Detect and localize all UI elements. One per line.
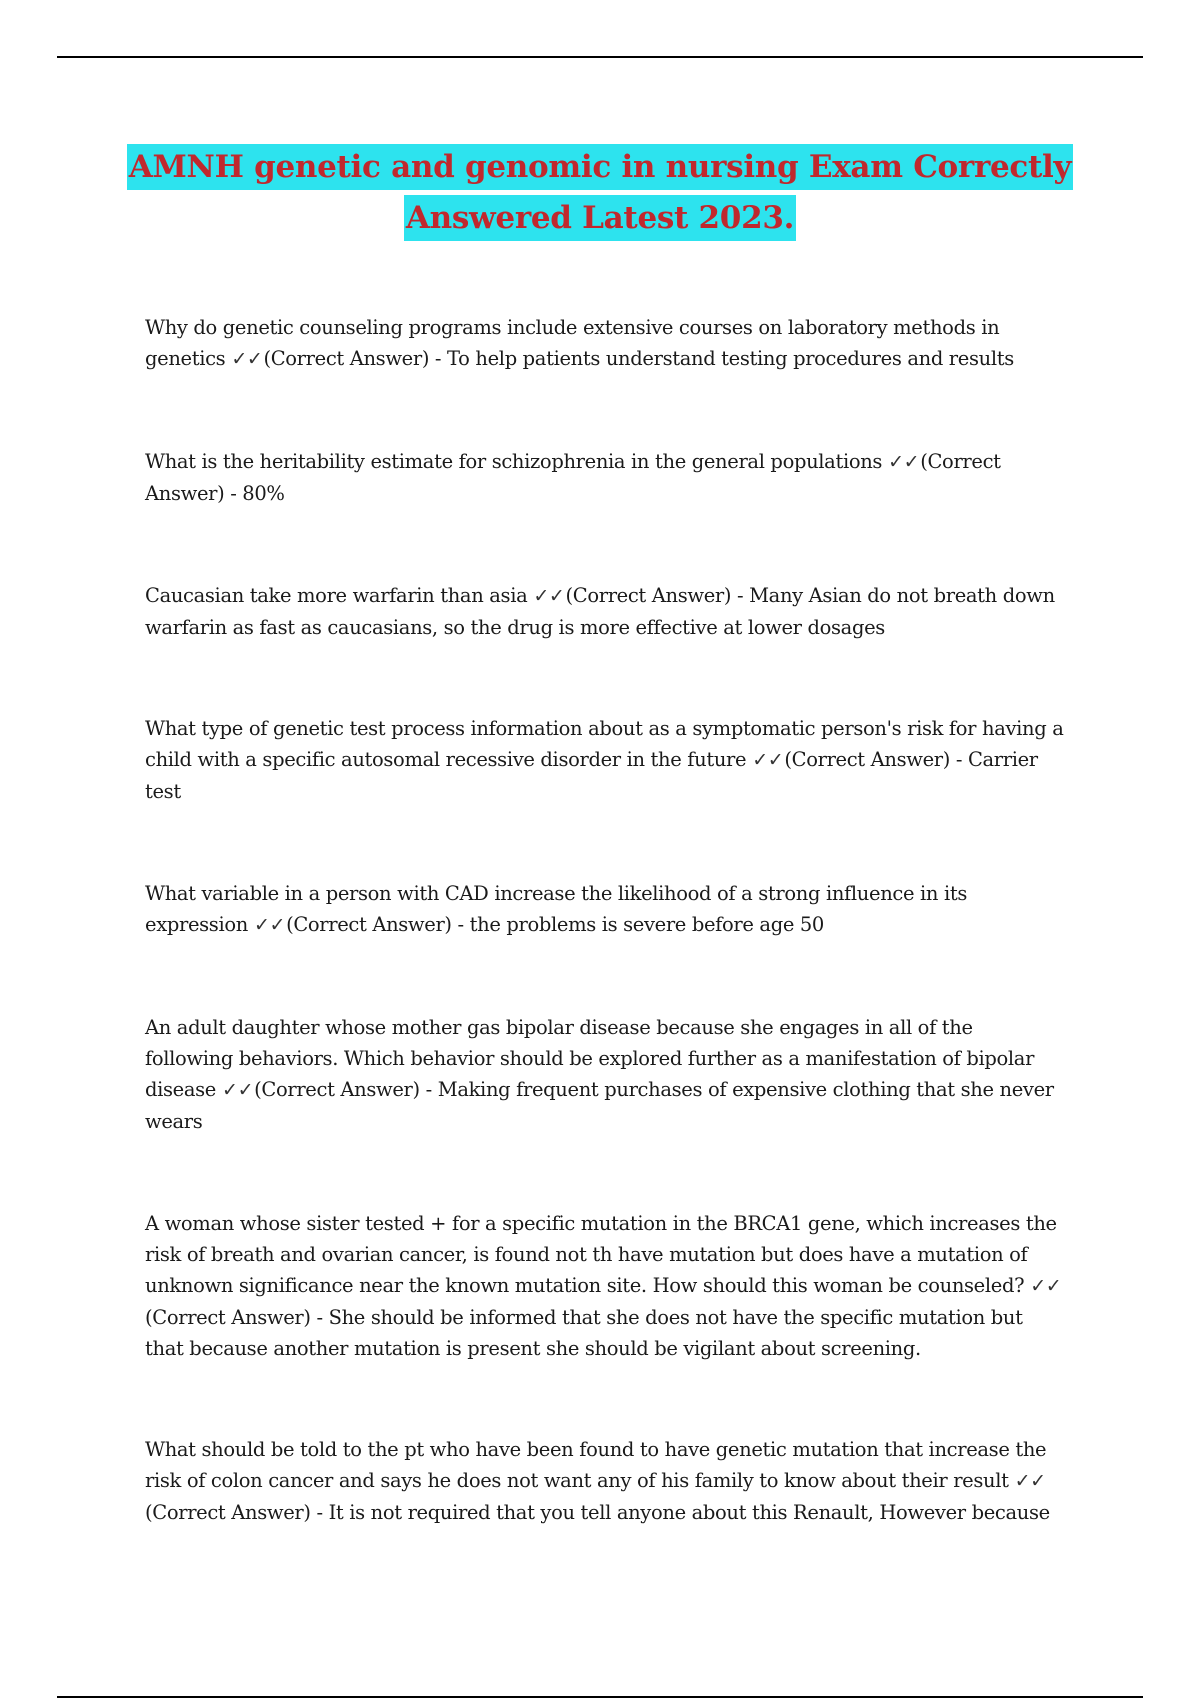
answer-text: It is not required that you tell anyone about this Renault, However because xyxy=(328,1501,1050,1524)
qa-item-7 xyxy=(145,1208,1065,1364)
bottom-rule xyxy=(57,1696,1143,1698)
answer-label: (Correct Answer) - xyxy=(145,1501,329,1524)
question-text: Why do genetic counseling programs include extensive courses on laboratory methods in genetics xyxy=(145,316,1000,370)
answer-text: Carrier test xyxy=(145,748,1038,803)
answer-label: (Correct Answer) - xyxy=(145,450,1001,505)
answer-text: To help patients understand testing procedures and results xyxy=(447,347,1014,370)
question-text: An adult daughter whose mother gas bipolar disease because she engages in all of the following behaviors. Which behavior should be explored further as a manifestation of bipolar disease xyxy=(145,1016,1035,1101)
qa-item-2 xyxy=(145,446,1065,509)
qa-item-5 xyxy=(145,878,1065,941)
qa-item-4 xyxy=(145,713,1065,807)
double-check-icon: ✓✓ xyxy=(533,585,565,607)
question-text: What variable in a person with CAD increase the likelihood of a strong influence in its expression xyxy=(145,882,967,936)
question-text: A woman whose sister tested + for a specific mutation in the BRCA1 gene, which increases the risk of breath and ovarian cancer, is found not th have mutation but does have a mutation of unknown significance near the known mutation site. How should this woman be counseled? xyxy=(145,1212,1057,1297)
answer-text: the problems is severe before age 50 xyxy=(469,913,824,936)
answer-label: (Correct Answer) - xyxy=(286,913,470,936)
top-rule xyxy=(57,56,1143,58)
answer-label: (Correct Answer) - xyxy=(263,347,448,370)
answer-text: 80% xyxy=(242,482,285,505)
qa-item-6 xyxy=(145,1012,1065,1137)
double-check-icon: ✓✓ xyxy=(231,348,263,370)
answer-label: (Correct Answer) - xyxy=(254,1078,438,1101)
question-text: What should be told to the pt who have been found to have genetic mutation that increase the risk of colon cancer and says he does not want any of his family to know about their result xyxy=(145,1438,1047,1492)
double-check-icon: ✓✓ xyxy=(1030,1275,1062,1297)
double-check-icon: ✓✓ xyxy=(1014,1470,1046,1492)
double-check-icon: ✓✓ xyxy=(253,914,286,936)
answer-label: (Correct Answer) - xyxy=(784,748,968,771)
title-line-1: AMNH genetic and genomic in nursing Exam Correctly xyxy=(127,144,1073,190)
qa-item-8 xyxy=(145,1434,1065,1528)
double-check-icon: ✓✓ xyxy=(752,749,784,771)
question-text: What type of genetic test process information about as a symptomatic person's risk for having a child with a specific autosomal recessive disorder in the future xyxy=(145,717,1064,771)
double-check-icon: ✓✓ xyxy=(222,1079,254,1101)
qa-item-3 xyxy=(145,580,1065,643)
document-title xyxy=(100,144,1100,246)
question-text: What is the heritability estimate for schizophrenia in the general populations xyxy=(145,450,883,473)
answer-text: She should be informed that she does not have the specific mutation but that because another mutation is present she should be vigilant about screening. xyxy=(145,1306,1023,1360)
answer-label: (Correct Answer) - xyxy=(565,584,750,607)
title-line-2: Answered Latest 2023. xyxy=(404,195,796,241)
answer-text: Many Asian do not breath down warfarin as fast as caucasians, so the drug is more effective at lower dosages xyxy=(145,584,1055,639)
answer-label: (Correct Answer) - xyxy=(145,1306,329,1329)
double-check-icon: ✓✓ xyxy=(888,451,920,473)
question-text: Caucasian take more warfarin than asia xyxy=(145,584,528,607)
qa-item-1 xyxy=(145,312,1065,375)
answer-text: Making frequent purchases of expensive clothing that she never wears xyxy=(145,1078,1054,1133)
